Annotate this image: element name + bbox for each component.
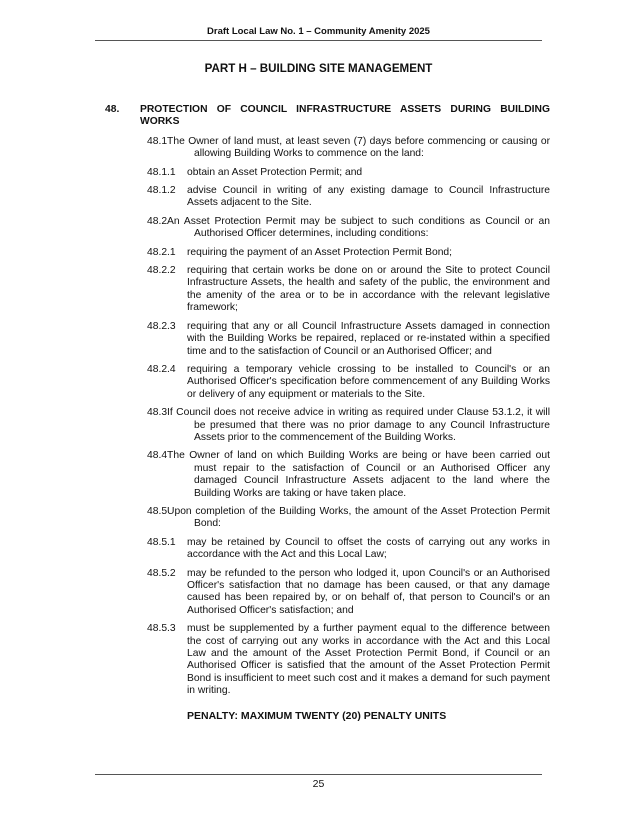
clause-number: 48.3 — [147, 407, 168, 419]
clause-text: The Owner of land must, at least seven (7) days before commencing or causing or allowing Building Works to commence on the land: — [167, 135, 550, 160]
section-number: 48. — [105, 104, 120, 115]
clause-list — [105, 136, 550, 698]
subclause-text: obtain an Asset Protection Permit; and — [187, 166, 363, 178]
clause-paragraph — [147, 407, 550, 444]
subclause-number: 48.2.3 — [147, 320, 176, 332]
subclause — [147, 364, 550, 401]
subclause-text: advise Council in writing of any existing damage to Council Infrastructure Assets adjacent to the Site. — [187, 185, 550, 209]
clause-paragraph — [147, 450, 550, 500]
footer-rule — [95, 774, 542, 775]
section-content — [105, 104, 550, 722]
clause-number: 48.1 — [147, 135, 168, 147]
subclause-text: requiring that certain works be done on or around the Site to protect Council Infrastructure Assets, the health and safety of the public, the environment and the amenity of the area or to be in accordance with the relevant legislative framework; — [187, 265, 550, 314]
subclause-text: requiring that any or all Council Infrastructure Assets damaged in connection with the Building Works be repaired, replaced or re-instated within a specified time and to the satisfaction of Council or an Authorised Officer; and — [187, 320, 550, 357]
subclause — [147, 265, 550, 315]
subclause-number: 48.2.4 — [147, 363, 176, 375]
subclause-text: must be supplemented by a further payment equal to the difference between the cost of carrying out any works in accordance with the Act and this Local Law and the amount of the Asset Protection Permit Bond, if Council or an Authorised Officer is satisfied that the amount of the Asset Protection Permit Bond is insufficient to meet such cost and it makes a demand for such payment in writing. — [187, 623, 550, 697]
clause — [147, 450, 550, 500]
subclause — [147, 185, 550, 210]
clause-paragraph — [147, 216, 550, 241]
subclause — [147, 568, 550, 618]
clause — [147, 216, 550, 241]
clause-paragraph — [147, 136, 550, 161]
clause-text: An Asset Protection Permit may be subject to such conditions as Council or an Authorised Officer determines, including conditions: — [167, 215, 550, 240]
subclause-number: 48.5.3 — [147, 623, 176, 635]
subclause-text: may be retained by Council to offset the costs of carrying out any works in accordance with the Act and this Local Law; — [187, 536, 550, 561]
subclause-number: 48.1.1 — [147, 166, 176, 178]
section-title: PROTECTION OF COUNCIL INFRASTRUCTURE ASSETS DURING BUILDING WORKS — [140, 104, 550, 128]
clause — [147, 407, 550, 444]
clause-paragraph — [147, 506, 550, 531]
subclause-text: requiring the payment of an Asset Protection Permit Bond; — [187, 246, 453, 258]
subclause-text: may be refunded to the person who lodged it, upon Council's or an Authorised Officer's satisfaction that no damage has been caused, or that any damage caused has been repaired by, or on behalf of, that person to Council's or an Authorised Officer's satisfaction; and — [187, 567, 550, 616]
clause-text: The Owner of land on which Building Works are being or have been carried out must repair to the satisfaction of Council or an Authorised Officer any damaged Council Infrastructure Assets adjacent to the land where the Building Works are taking or have taken place. — [167, 450, 550, 499]
clause-number: 48.4 — [147, 450, 168, 462]
subclause-number: 48.5.1 — [147, 536, 176, 548]
part-title: PART H – BUILDING SITE MANAGEMENT — [204, 62, 433, 75]
subclause-number: 48.1.2 — [147, 185, 176, 197]
header-rule — [95, 40, 542, 41]
clause-number: 48.2 — [147, 215, 168, 227]
subclause — [147, 167, 550, 179]
penalty-statement: PENALTY: MAXIMUM TWENTY (20) PENALTY UNITS — [187, 709, 447, 722]
subclause-number: 48.5.2 — [147, 567, 176, 579]
subclause-number: 48.2.2 — [147, 265, 176, 277]
subclause-text: requiring a temporary vehicle crossing to be installed to Council's or an Authorised Officer's specification before commencement of any Building Works or delivery of any equipment or materials to the Site. — [187, 363, 550, 400]
subclause — [147, 623, 550, 697]
clause-number: 48.5 — [147, 505, 168, 517]
section-heading — [105, 104, 550, 129]
subclause — [147, 537, 550, 562]
running-header: Draft Local Law No. 1 – Community Amenity 2025 — [207, 26, 430, 37]
subclause — [147, 321, 550, 358]
clause-text: If Council does not receive advice in writing as required under Clause 53.1.2, it will be presumed that there was no prior damage to any Council Infrastructure Assets prior to the commencement of the Building Works. — [167, 407, 550, 443]
subclause — [147, 247, 550, 259]
clause — [147, 136, 550, 161]
subclause-number: 48.2.1 — [147, 246, 176, 258]
clause-text: Upon completion of the Building Works, the amount of the Asset Protection Permit Bond: — [167, 505, 550, 530]
page-number: 25 — [312, 778, 325, 790]
clause — [147, 506, 550, 531]
